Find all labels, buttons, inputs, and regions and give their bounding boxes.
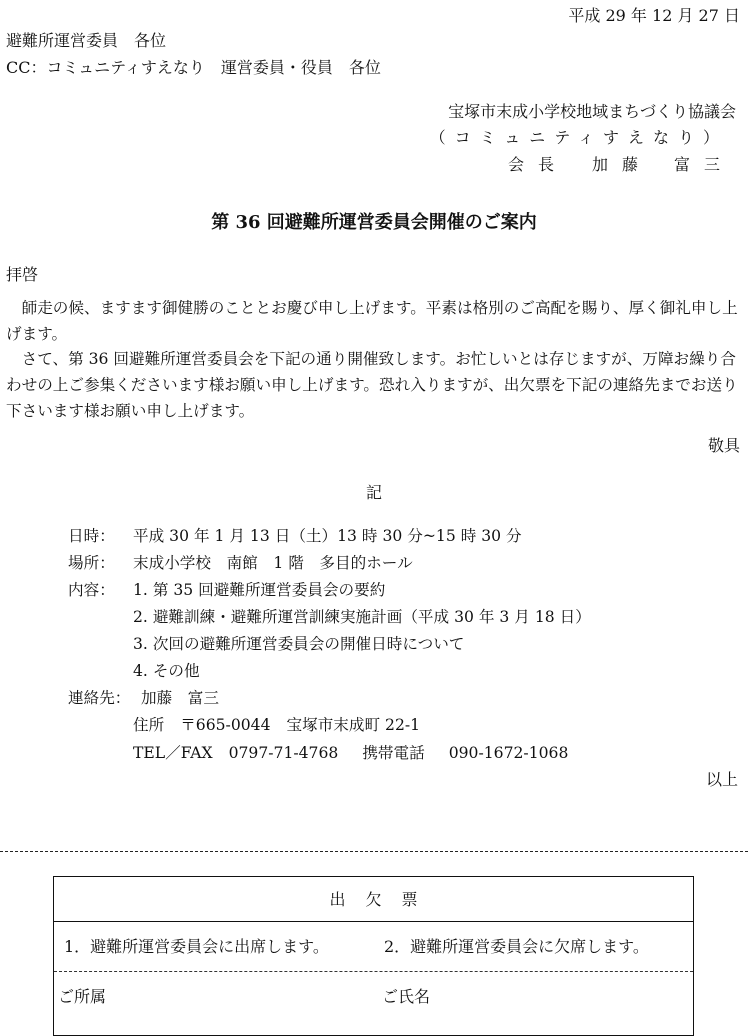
form-divider [54, 921, 693, 922]
phone-line [133, 744, 568, 763]
date-value: 平成 30 年 1 月 13 日（土）13 時 30 分~15 時 30 分 [133, 527, 522, 545]
sender-role: 会長 [507, 155, 568, 174]
postal-code: 〒665-0044 [180, 716, 271, 734]
tel-value: 0797-71-4768 [228, 744, 339, 762]
address-value: 宝塚市末成町 22-1 [286, 716, 421, 734]
cut-line [0, 851, 748, 852]
recipient-line: 避難所運営委員 各位 [6, 31, 167, 50]
cc-line: CC：コミュニティすえなり 運営委員・役員 各位 [6, 58, 381, 77]
paragraph-invitation [6, 346, 744, 424]
content-item: 1. 第 35 回避難所運営委員会の要約 [133, 581, 386, 599]
absent-option[interactable]: 2．避難所運営委員会に欠席します。 [384, 937, 649, 956]
sender-family-name: 加藤 [591, 155, 652, 174]
mobile-value: 090-1672-1068 [448, 744, 569, 762]
ki-heading: 記 [365, 483, 382, 502]
tel-label: TEL／FAX [133, 744, 213, 762]
paragraph-seasonal-text: 師走の候、ますます御健勝のこととお慶び申し上げます。平素は格別のご高配を賜り、厚く御礼申し上げます。 [6, 299, 738, 343]
content-item: 4. その他 [133, 662, 200, 680]
attendance-form [53, 876, 694, 1036]
contact-name: 加藤 富三 [141, 689, 219, 707]
content-item: 2. 避難訓練・避難所運営訓練実施計画（平成 30 年 3 月 18 日） [133, 608, 591, 626]
sender-organization: 宝塚市末成小学校地域まちづくり協議会 [448, 102, 736, 121]
form-title: 出欠票 [329, 890, 438, 909]
sender-nickname: （コミュニティすえなり） [429, 128, 728, 147]
sender-given-name: 富三 [673, 155, 734, 174]
paragraph-invitation-text: さて、第 36 回避難所運営委員会を下記の通り開催致します。お忙しいとは存じますが、万障お繰り合わせの上ご参集くださいます様お願い申し上げます。恐れ入りますが、出欠票を下記の連絡先までお送り下さいます様お願い申し上げます。 [6, 350, 738, 420]
paragraph-seasonal [6, 295, 744, 347]
date-label: 日時： [68, 527, 115, 545]
mobile-label: 携帯電話 [362, 744, 425, 762]
contact-label: 連絡先： [68, 689, 131, 707]
sender-signature [508, 155, 734, 174]
place-label: 場所： [68, 554, 115, 572]
document-title: 第 36 回避難所運営委員会開催のご案内 [211, 212, 537, 233]
address-label: 住所 [133, 716, 165, 734]
content-label: 内容： [68, 581, 115, 599]
name-field[interactable]: ご氏名 [382, 987, 431, 1006]
closing-word: 敬具 [707, 436, 740, 455]
document-date: 平成 29 年 12 月 27 日 [568, 6, 740, 25]
greeting: 拝啓 [6, 265, 39, 284]
address-line [133, 716, 420, 735]
affiliation-field[interactable]: ご所属 [58, 987, 107, 1006]
form-dashed-divider [54, 971, 693, 972]
place-value: 末成小学校 南館 1 階 多目的ホール [133, 554, 413, 572]
attend-option[interactable]: 1．避難所運営委員会に出席します。 [64, 937, 329, 956]
content-item: 3. 次回の避難所運営委員会の開催日時について [133, 635, 465, 653]
end-mark: 以上 [705, 770, 738, 789]
